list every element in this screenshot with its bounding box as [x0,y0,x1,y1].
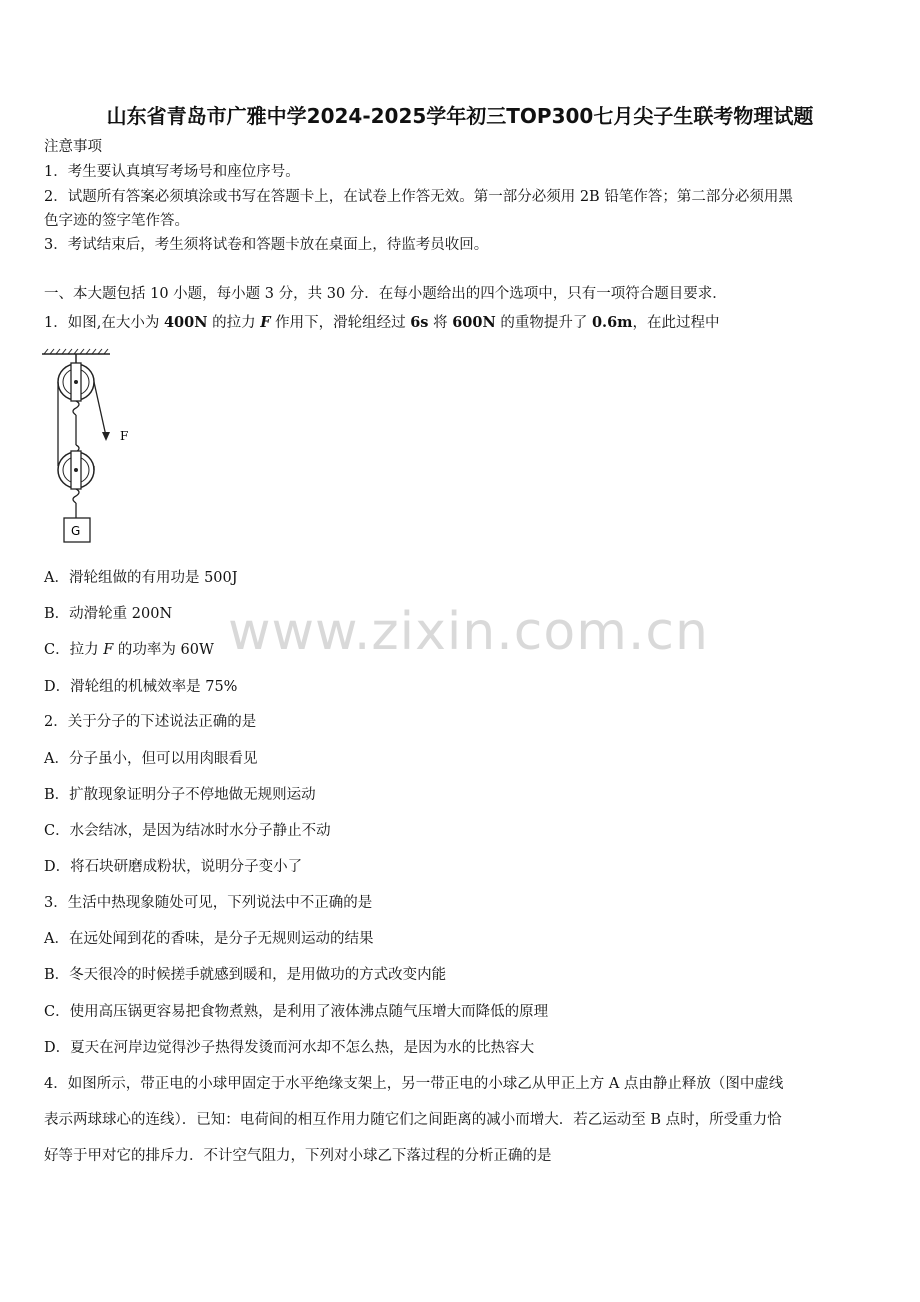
notice-item-1: 1．考生要认真填写考场号和座位序号。 [44,164,300,180]
q1-option-a: A．滑轮组做的有用功是 500J [44,570,238,586]
watermark: www.zixin.com.cn [228,602,709,662]
question-2-stem: 2．关于分子的下述说法正确的是 [44,714,257,730]
weight-label: G [71,524,81,538]
question-4-line-2: 表示两球球心的连线）．已知：电荷间的相互作用力随它们之间距离的减小而增大．若乙运动至 B 点时，所受重力恰 [44,1112,782,1128]
q2-option-c: C．水会结冰，是因为结冰时水分子静止不动 [44,823,331,839]
pulley-figure [40,348,150,548]
question-4-line-1: 4．如图所示，带正电的小球甲固定于水平绝缘支架上，另一带正电的小球乙从甲正上方 A 点由静止释放（图中虚线 [44,1076,784,1092]
q3-option-b: B．冬天很冷的时候搓手就感到暖和，是用做功的方式改变内能 [44,967,447,983]
section-heading: 一、本大题包括 10 小题，每小题 3 分，共 30 分．在每小题给出的四个选项中，只有一项符合题目要求． [44,286,727,302]
q2-option-a: A．分子虽小，但可以用肉眼看见 [44,751,258,767]
notice-item-2-cont: 色字迹的签字笔作答。 [44,213,189,229]
force-label: F [120,429,129,443]
force-arrow [102,432,110,441]
q1-option-b: B．动滑轮重 200N [44,606,173,622]
question-4-line-3: 好等于甲对它的排斥力．不计空气阻力，下列对小球乙下落过程的分析正确的是 [44,1148,552,1164]
q1-option-c: C．拉力 F 的功率为 60W [44,642,214,658]
q3-option-c: C．使用高压锅更容易把食物煮熟，是利用了液体沸点随气压增大而降低的原理 [44,1004,549,1020]
q3-option-d: D．夏天在河岸边觉得沙子热得发烫而河水却不怎么热，是因为水的比热容大 [44,1040,535,1056]
question-3-stem: 3．生活中热现象随处可见，下列说法中不正确的是 [44,895,373,911]
question-1-stem: 1．如图,在大小为 400N 的拉力 F 作用下，滑轮组经过 6s 将 600N 的重物提升了 0.6m，在此过程中 [44,314,720,331]
notice-item-2: 2．试题所有答案必须填涂或书写在答题卡上，在试卷上作答无效。第一部分必须用 2B 铅笔作答；第二部分必须用黑 [44,189,793,205]
page-title: 山东省青岛市广雅中学2024-2025学年初三TOP300七月尖子生联考物理试题 [106,104,814,128]
q2-option-b: B．扩散现象证明分子不停地做无规则运动 [44,787,316,803]
q1-option-d: D．滑轮组的机械效率是 75% [44,679,238,695]
notice-heading: 注意事项 [44,139,102,155]
q3-option-a: A．在远处闻到花的香味，是分子无规则运动的结果 [44,931,374,947]
q2-option-d: D．将石块研磨成粉状，说明分子变小了 [44,859,303,875]
notice-item-3: 3．考试结束后，考生须将试卷和答题卡放在桌面上，待监考员收回。 [44,237,489,253]
